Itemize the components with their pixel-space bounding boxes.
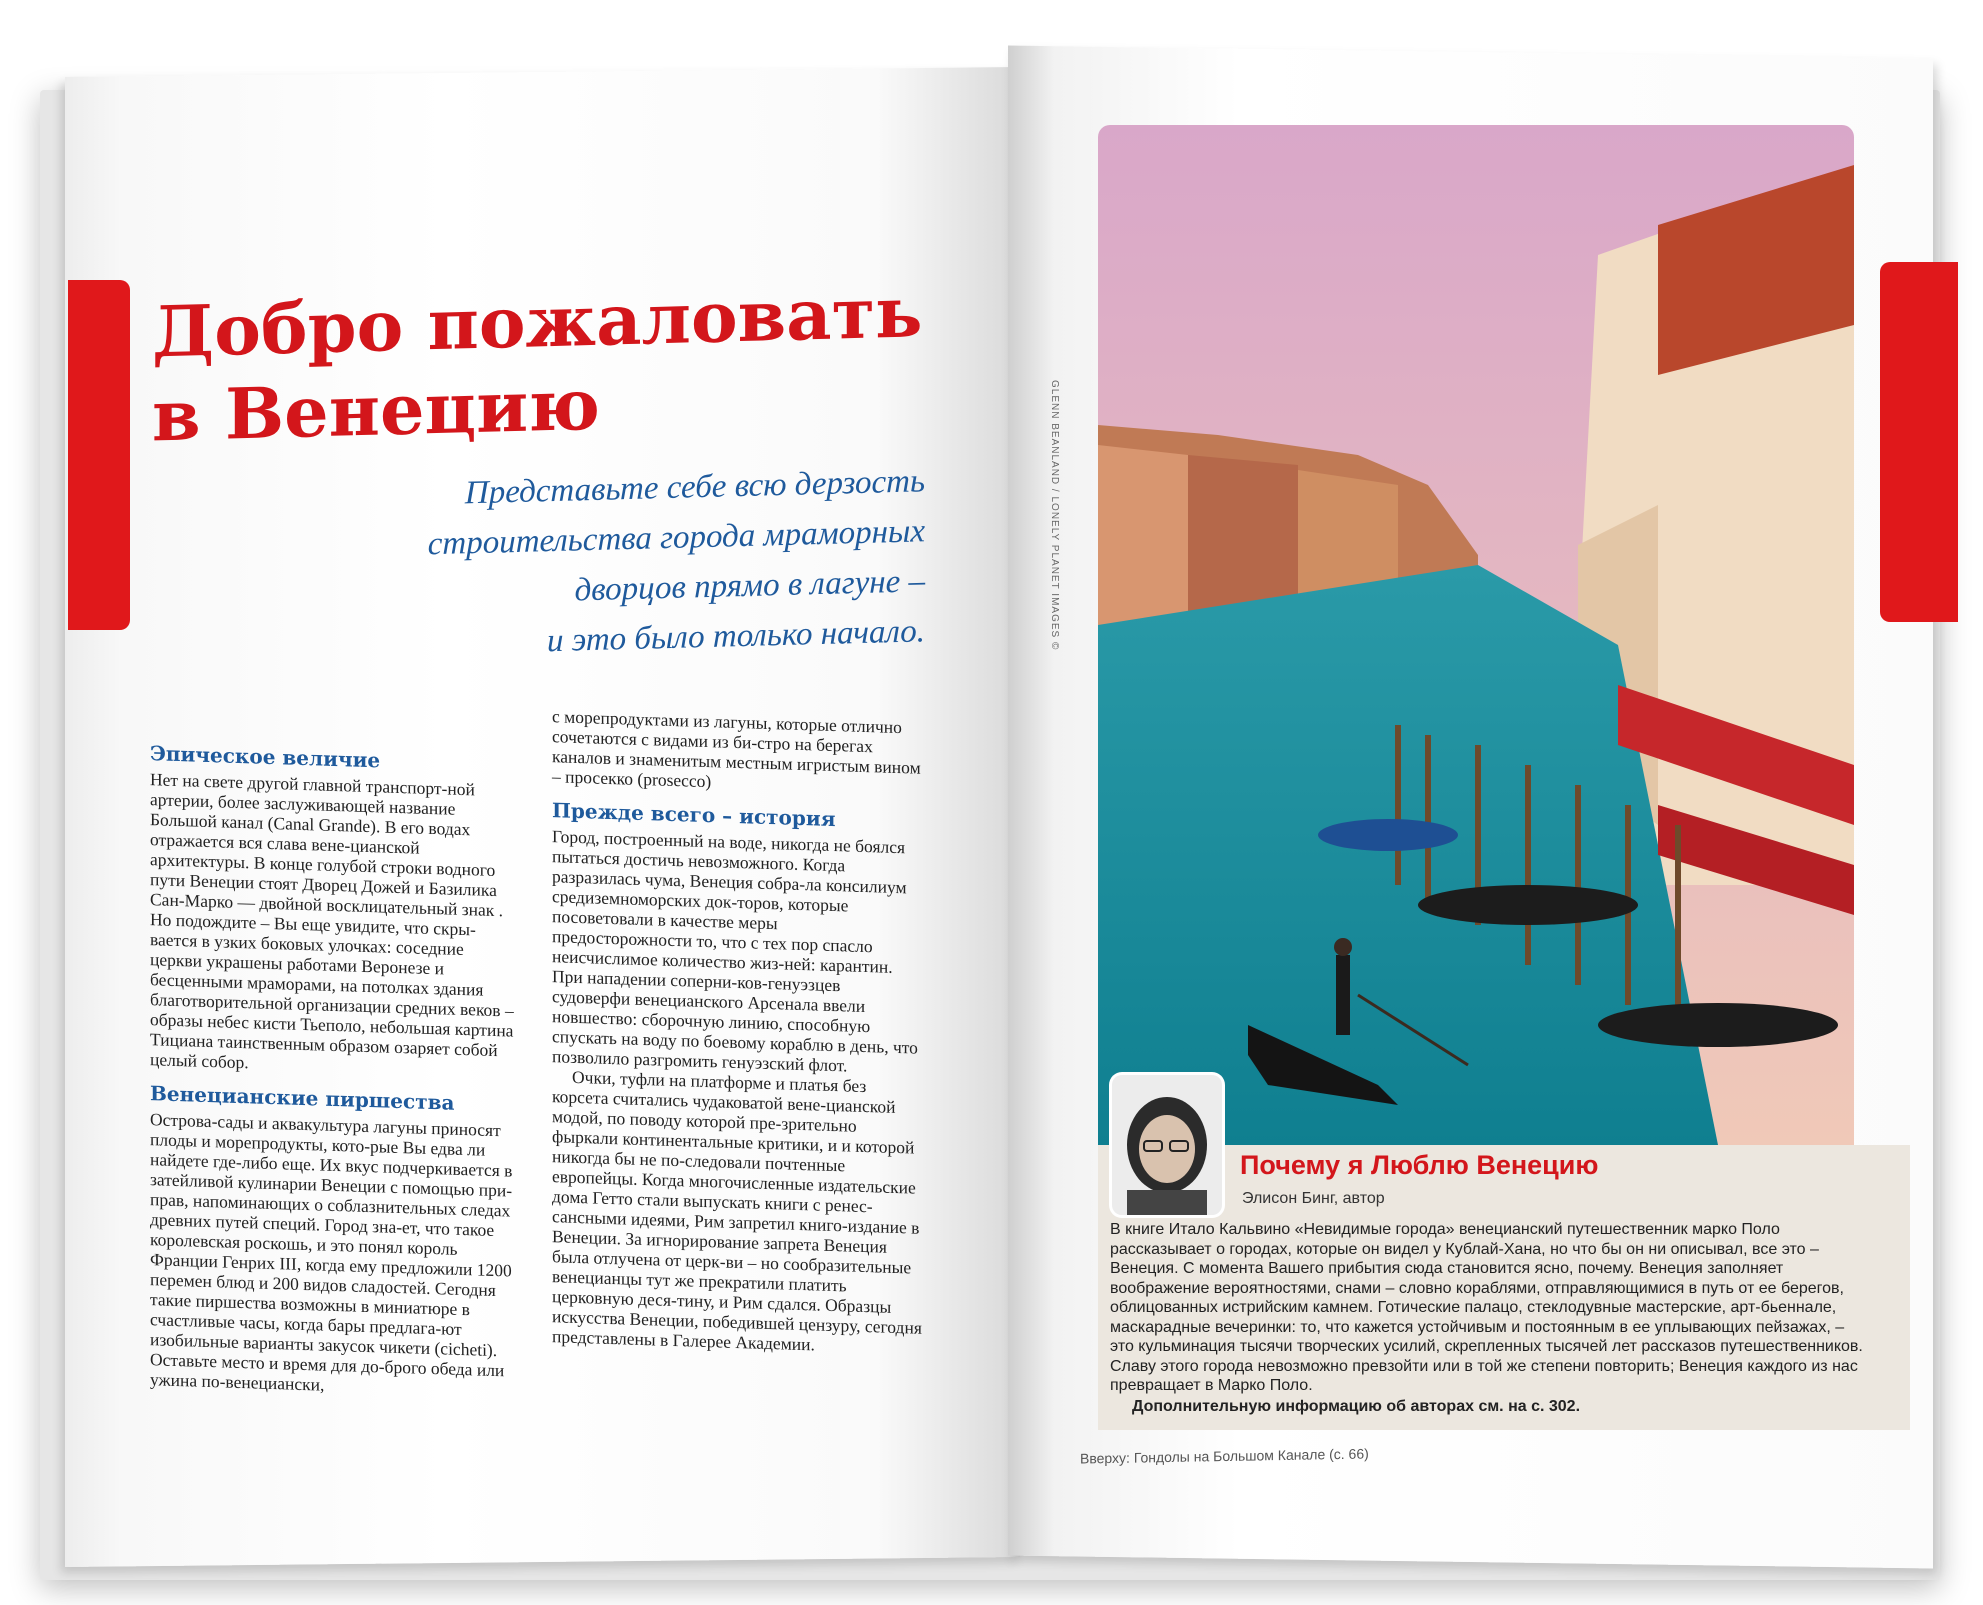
section-text-history-2: Очки, туфли на платформе и платья без корсета считались чудаковатой вене-цианской модой, по поводу которой пре-зрительно фыркали континентальные критики, и и которой никогда бы не по-следовали почтенные европейцы. Когда многочисленные издательские дома Гетто стали выпускать книги с ренес-сансными идеями, Рим запретил книго-издание в Венеции. За игнорирование запрета Венеция была отлучена от церк-ви – но сообразительные венецианцы тут же прекратили платить церковную деся-тину, и Рим сдался. Образцы искусства Венеции, победившей цензуру, сегодня представлены в Галерее Академии.	[552, 1066, 922, 1355]
photo-caption: Вверху: Гондолы на Большом Канале (с. 66)	[1080, 1445, 1369, 1467]
author-info-reference: Дополнительную информацию об авторах см. на с. 302.	[1132, 1398, 1581, 1415]
intro-line: строительства города мраморных	[427, 513, 925, 563]
intro-line: Представьте себе всю дерзость	[464, 463, 925, 512]
right-red-tab	[1880, 262, 1958, 622]
intro-quote	[260, 456, 925, 673]
photo-credit: GLENN BEANLAND / LONELY PLANET IMAGES ©	[1049, 380, 1060, 651]
section-text-continued: с морепродуктами из лагуны, которые отлично сочетаются с видами из би-стро на берегах каналов и знаменитым местным игристым вином – просекко (prosecco)	[552, 706, 921, 792]
venice-canal-photo	[1098, 125, 1854, 1145]
intro-line: и это было только начало.	[546, 613, 925, 660]
section-heading-history: Прежде всего – история	[552, 798, 836, 832]
section-heading-feasts: Венецианские пиршества	[150, 1081, 455, 1115]
author-box-title: Почему я Люблю Венецию	[1240, 1150, 1599, 1180]
author-box-text: В книге Итало Кальвино «Невидимые города» венецианский путешественник марко Поло рассказывает о городах, которые он видел у Кублай-Хана, но что бы он ни описывал, все это – Венеция. С момента Вашего прибытия сюда становится ясно, почему. Венеция заполняет воображение вероятностями, снами – словно кораблями, отправляющимися в путь от ее берегов, облицованных истрийским камнем. Готические палацо, стеклодувные мастерские, арт-бьеннале, маскарадные вечеринки: то, что кажется устойчивым и постоянным в ее уплывающих пейзажах, – это кульминация тысячи творческих усилий, скрепленных тысячей лет рассказов путешественников. Славу этого города невозможно превзойти или в той же степени повторить; Венеция каждого из нас превращает в Марко Поло.	[1110, 1221, 1863, 1394]
intro-line: дворцов прямо в лагуне –	[574, 563, 925, 609]
left-red-tab	[68, 280, 130, 630]
section-text-history-1: Город, построенный на воде, никогда не боялся пытаться достичь невозможного. Когда разразилась чума, Венеция собра-ла консилиум средиземноморских док-торов, которые посоветовали в качестве меры предосторожности то, что с тех пор спасло неисчислимое количество жиз-ней: карантин. При нападении соперни-ков-генуэзцев судоверфи венецианского Арсенала ввели новшество: сборочную линию, способную спускать на воду по боевому кораблю в день, что позволило разгромить генуэзский флот.	[552, 826, 918, 1076]
section-text-epic: Нет на свете другой главной транспорт-ной артерии, более заслуживающей название Большой канал (Canal Grande). В его водах отражается вся слава вене-цианской архитектуры. В конце голубой строки водного пути Венеции стоят Дворец Дожей и Базилика Сан-Марко — двойной восклицательный знак . Но подождите – Вы еще увидите, что скры-вается в узких боковых улочках: соседние церкви украшены работами Веронезе и бесценными мраморами, на потолках здания благотворительной организации средних веков – образы небес кисти Тьеполо, небольшая картина Тициана таинственным образом озаряет собой целый собор.	[150, 769, 514, 1073]
title-line-2: в Венецию	[152, 362, 600, 458]
section-heading-epic: Эпическое величие	[150, 741, 381, 773]
author-name: Элисон Бинг, автор	[1242, 1190, 1385, 1207]
page-title	[152, 270, 952, 459]
column-left	[150, 729, 520, 1401]
author-avatar	[1112, 1075, 1222, 1215]
title-line-1: Добро пожаловать	[152, 270, 923, 374]
column-right	[552, 706, 922, 1358]
section-text-feasts: Острова-сады и аквакультура лагуны приносят плоды и морепродукты, кото-рые Вы едва ли найдете где-либо еще. Их вкус подчеркивается в затейливой кулинарии Венеции с помощью при-прав, напоминающих о соблазнительных следах древних путей специй. Город зна-ет, что такое королевская роскошь, и это понял король Франции Генрих III, когда ему предложили 1200 перемен блюд и 200 видов сладостей. Сегодня такие пиршества возможны в миниатюре в счастливые часы, когда бары предлага-ют изобильные варианты закусок чикети (cicheti). Оставьте место и время для до-брого обеда или ужина по-венециански,	[150, 1109, 513, 1395]
